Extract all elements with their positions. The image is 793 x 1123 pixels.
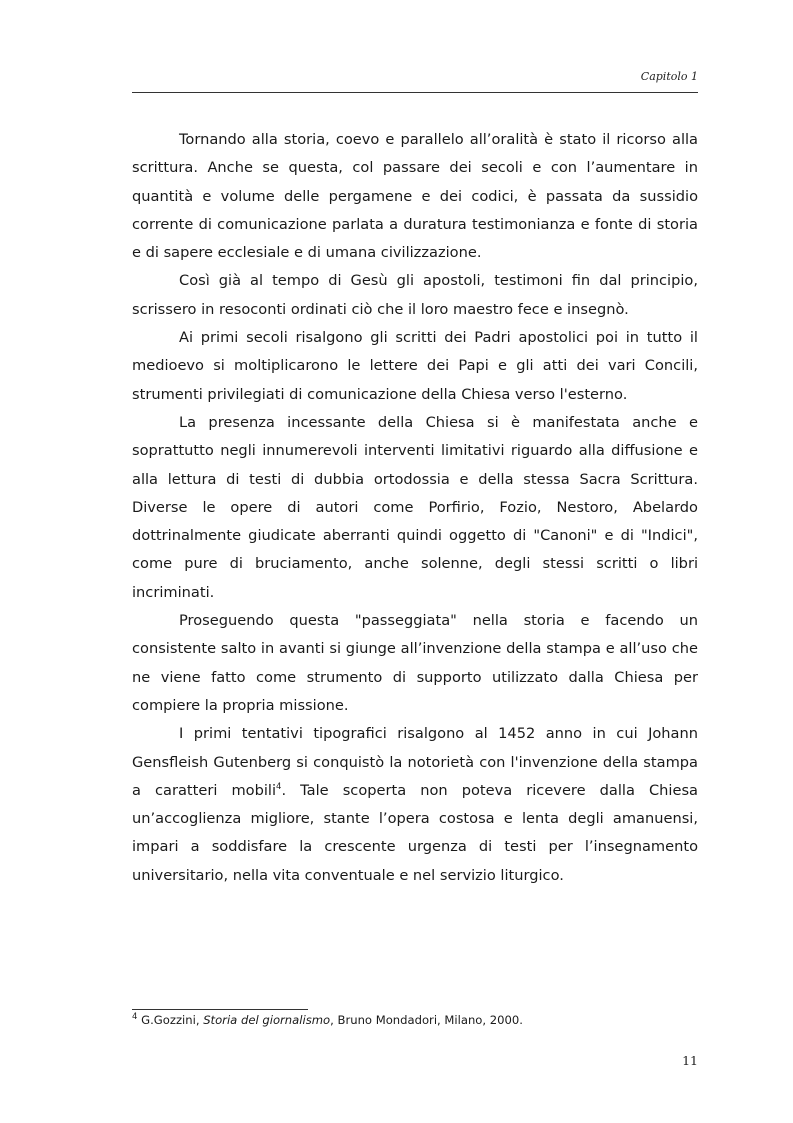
footnote-title: Storia del giornalismo [203,1013,331,1027]
footnote-rest: , Bruno Mondadori, Milano, 2000. [330,1013,523,1027]
footnote-number: 4 [132,1012,138,1023]
paragraph-3: Ai primi secoli risalgono gli scritti dei Padri apostolici poi in tutto il medioevo si moltiplicarono le lettere dei Papi e gli atti dei vari Concili, strumenti privilegiati di comunicazione della Chiesa verso l'esterno. [132,329,698,403]
footnote-separator [132,1009,308,1010]
paragraph-5: Proseguendo questa "passeggiata" nella storia e facendo un consistente salto in avanti si giunge all’invenzione della stampa e all’uso che ne viene fatto come strumento di supporto utilizzato dalla Chiesa per compiere la propria missione. [132,612,698,714]
footnote-reference[interactable]: 4 [276,781,282,792]
paragraph-6-text-b: . Tale scoperta non poteva ricevere dalla Chiesa un’accoglienza migliore, stante l’opera costosa e lenta degli amanuensi, impari a soddisfare la crescente urgenza di testi per l’insegnamento universitario, nella vita conventuale e nel servizio liturgico. [132,781,698,884]
paragraph-6-text-a: I primi tentativi tipografici risalgono al 1452 anno in cui Johann Gensfleish Gutenberg si conquistò la notorietà con l'invenzione della stampa a caratteri mobili [132,725,698,799]
paragraph-2: Così già al tempo di Gesù gli apostoli, testimoni fin dal principio, scrissero in resoconti ordinati ciò che il loro maestro fece e insegnò. [132,272,698,318]
footnote [132,1013,698,1027]
body-text [132,126,698,890]
running-header: Capitolo 1 [640,70,698,83]
paragraph-1: Tornando alla storia, coevo e parallelo all’oralità è stato il ricorso alla scrittura. Anche se questa, col passare dei secoli e con l’aumentare in quantità e volume delle pergamene e dei codici, è passata da sussidio corrente di comunicazione parlata a duratura testimonianza e fonte di storia e di sapere ecclesiale e di umana civilizzazione. [132,131,698,262]
paragraph-6 [132,720,698,890]
page-number: 11 [682,1053,698,1068]
paragraph-4: La presenza incessante della Chiesa si è manifestata anche e soprattutto negli innumerevoli interventi limitativi riguardo alla diffusione e alla lettura di testi di dubbia ortodossia e della stessa Sacra Scrittura. Diverse le opere di autori come Porfirio, Fozio, Nestoro, Abelardo dottrinalmente giudicate aberranti quindi oggetto di "Canoni" e di "Indici", come pure di bruciamento, anche solenne, degli stessi scritti o libri incriminati. [132,413,698,601]
footnote-author: G.Gozzini, [137,1013,204,1027]
header-rule [132,92,698,93]
